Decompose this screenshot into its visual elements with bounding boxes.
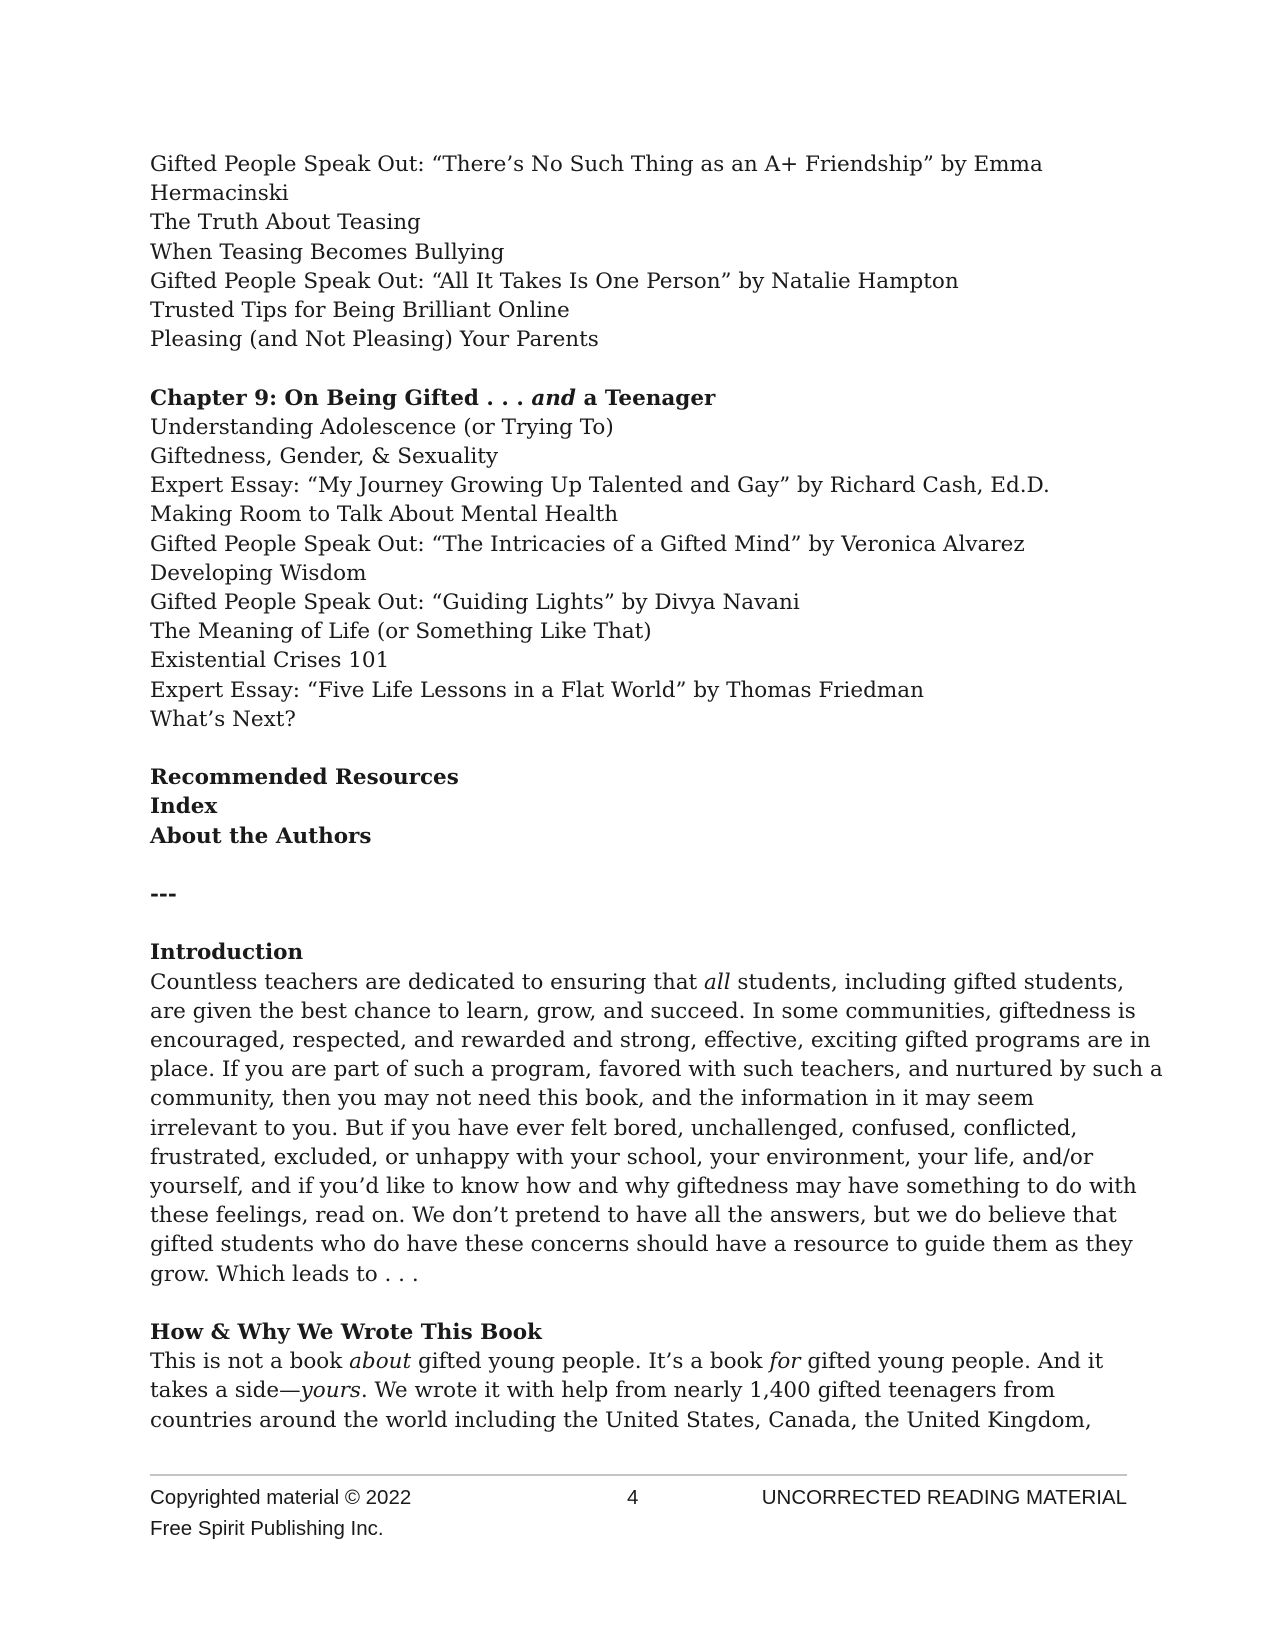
footer-copyright-block (150, 1482, 411, 1544)
toc-item: Pleasing (and Not Pleasing) Your Parents (150, 327, 599, 353)
footer-divider (150, 1474, 1127, 1476)
paragraph-line: Countless teachers are dedicated to ensuring that all students, including gifted students, (150, 969, 1125, 995)
introduction-paragraph (150, 968, 1163, 1289)
paragraph-line: This is not a book about gifted young people. It’s a book for gifted young people. And it (150, 1349, 1104, 1375)
footer-notice: UNCORRECTED READING MATERIAL (761, 1486, 1127, 1509)
toc-item: Understanding Adolescence (or Trying To) (150, 414, 614, 440)
introduction-heading: Introduction (150, 940, 304, 966)
toc-item: The Meaning of Life (or Something Like That) (150, 619, 652, 645)
paragraph-line: takes a side—yours. We wrote it with help from nearly 1,400 gifted teenagers from (150, 1378, 1056, 1404)
toc-item: Trusted Tips for Being Brilliant Online (150, 298, 570, 324)
paragraph-line: are given the best chance to learn, grow, and succeed. In some communities, giftedness is (150, 998, 1136, 1024)
toc-item: When Teasing Becomes Bullying (150, 239, 505, 265)
toc-item: Developing Wisdom (150, 560, 367, 586)
toc-item: What’s Next? (150, 706, 296, 732)
toc-item: Existential Crises 101 (150, 648, 390, 674)
section-separator: --- (150, 882, 177, 908)
back-matter-item: Index (150, 794, 218, 820)
footer-publisher: Free Spirit Publishing Inc. (150, 1517, 384, 1540)
toc-item: Making Room to Talk About Mental Health (150, 502, 619, 528)
how-why-paragraph (150, 1347, 1130, 1435)
chapter-9-heading: Chapter 9: On Being Gifted . . . and a Teenager (150, 385, 716, 411)
toc-item: Hermacinski (150, 181, 289, 207)
back-matter-item: Recommended Resources (150, 765, 459, 791)
paragraph-line: irrelevant to you. But if you have ever felt bored, unchallenged, confused, conflicted, (150, 1115, 1078, 1141)
paragraph-line: frustrated, excluded, or unhappy with your school, your environment, your life, and/or (150, 1144, 1094, 1170)
toc-item: Expert Essay: “My Journey Growing Up Talented and Gay” by Richard Cash, Ed.D. (150, 473, 1050, 499)
how-why-heading: How & Why We Wrote This Book (150, 1320, 542, 1346)
page-content (150, 150, 1163, 1435)
paragraph-line: grow. Which leads to . . . (150, 1261, 419, 1287)
paragraph-line: these feelings, read on. We don’t pretend to have all the answers, but we do believe that (150, 1203, 1117, 1229)
toc-item: Gifted People Speak Out: “All It Takes Is One Person” by Natalie Hampton (150, 268, 959, 294)
toc-item: Expert Essay: “Five Life Lessons in a Flat World” by Thomas Friedman (150, 677, 924, 703)
toc-item: The Truth About Teasing (150, 210, 421, 236)
paragraph-line: countries around the world including the United States, Canada, the United Kingdom, (150, 1407, 1092, 1433)
footer-copyright: Copyrighted material © 2022 (150, 1486, 412, 1509)
toc-item: Gifted People Speak Out: “Guiding Lights” by Divya Navani (150, 590, 800, 616)
chapter-9-list (150, 413, 1130, 734)
paragraph-line: place. If you are part of such a program, favored with such teachers, and nurtured by such a (150, 1057, 1163, 1083)
paragraph-line: community, then you may not need this book, and the information in it may seem (150, 1086, 1035, 1112)
toc-item: Gifted People Speak Out: “There’s No Such Thing as an A+ Friendship” by Emma (150, 152, 1043, 177)
page-number: 4 (627, 1486, 639, 1509)
toc-item: Giftedness, Gender, & Sexuality (150, 444, 499, 470)
back-matter-item: About the Authors (150, 823, 372, 849)
back-matter-list (150, 763, 1130, 851)
paragraph-line: gifted students who do have these concerns should have a resource to guide them as they (150, 1232, 1133, 1258)
toc-top-list (150, 150, 1130, 354)
paragraph-line: encouraged, respected, and rewarded and strong, effective, exciting gifted programs are in (150, 1028, 1151, 1054)
toc-item: Gifted People Speak Out: “The Intricacies of a Gifted Mind” by Veronica Alvarez (150, 531, 1025, 557)
paragraph-line: yourself, and if you’d like to know how and why giftedness may have something to do with (150, 1174, 1137, 1200)
